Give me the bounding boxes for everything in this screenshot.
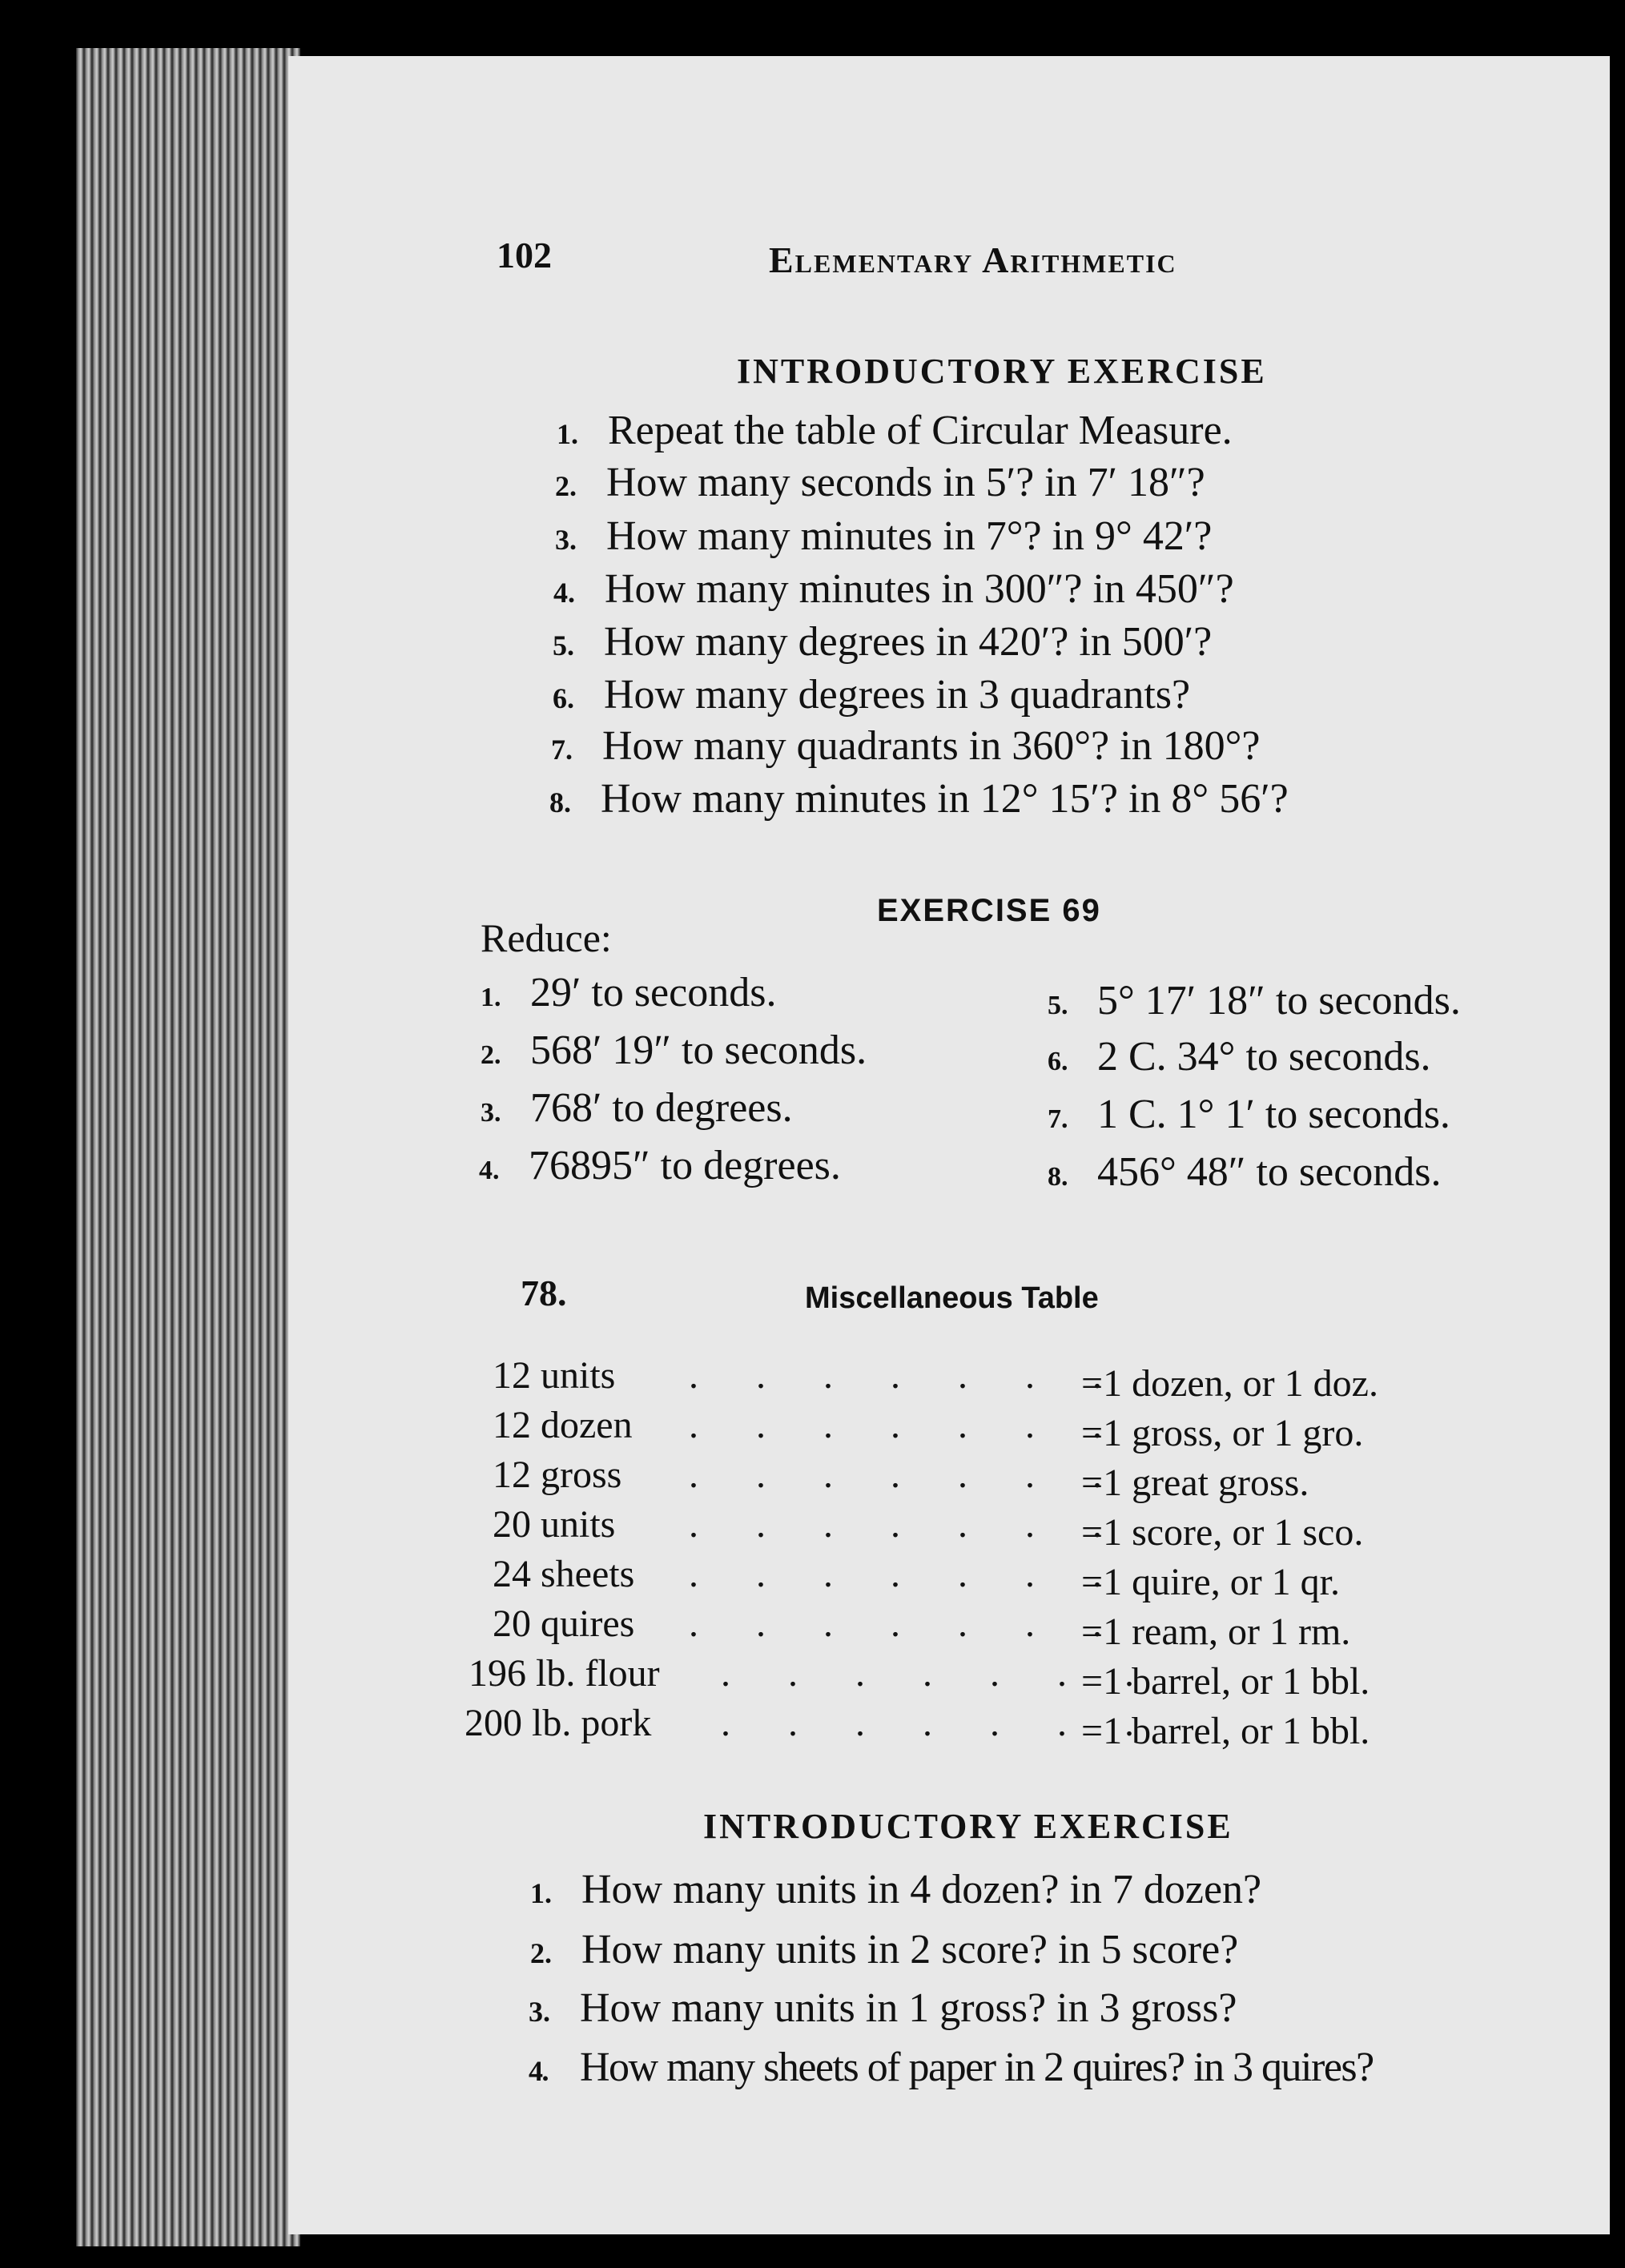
table-row-right: =1 dozen, or 1 doz. [1081,1362,1378,1405]
table-row-left: 196 lb. flour [469,1652,660,1695]
leader-dots: . . . . . . . [689,1404,1126,1446]
table-row-right: =1 great gross. [1081,1462,1309,1504]
book-page [288,56,1610,2234]
intro-exercise-heading: INTRODUCTORY EXERCISE [737,352,1267,391]
exercise-item: 7. 1 C. 1° 1′ to seconds. [1048,1092,1450,1137]
question-item: 7. How many quadrants in 360°? in 180°? [551,723,1261,769]
question-item: 1. How many units in 4 dozen? in 7 dozen? [530,1867,1262,1912]
question-item: 2. How many seconds in 5′? in 7′ 18″? [555,460,1205,505]
leader-dots: . . . . . . . [689,1602,1126,1645]
reduce-label: Reduce: [481,915,612,960]
question-item: 2. How many units in 2 score? in 5 score? [530,1927,1239,1972]
table-row-left: 200 lb. pork [465,1702,652,1744]
leader-dots: . . . . . . . [689,1503,1126,1546]
question-item: 8. How many minutes in 12° 15′? in 8° 56′? [549,776,1289,822]
exercise-item: 6. 2 C. 34° to seconds. [1048,1034,1431,1080]
intro-exercise-heading: INTRODUCTORY EXERCISE [703,1807,1233,1846]
leader-dots: . . . . . . . [689,1553,1126,1595]
question-item: 6. How many degrees in 3 quadrants? [553,672,1191,718]
page-number: 102 [497,235,552,275]
exercise-item: 8. 456° 48″ to seconds. [1048,1149,1442,1195]
question-item: 3. How many minutes in 7°? in 9° 42′? [555,513,1213,559]
exercise-item: 2. 568′ 19″ to seconds. [481,1027,867,1073]
table-row-right: =1 quire, or 1 qr. [1081,1561,1341,1603]
exercise-item: 3. 768′ to degrees. [481,1085,793,1131]
table-row-right: =1 score, or 1 sco. [1081,1511,1364,1554]
question-item: 4. How many sheets of paper in 2 quires? in 3 quires? [529,2045,1374,2090]
question-item: 5. How many degrees in 420′? in 500′? [553,619,1213,665]
running-title: Elementary Arithmetic [769,239,1177,280]
leader-dots: . . . . . . . [689,1454,1126,1496]
exercise-item: 1. 29′ to seconds. [481,970,777,1015]
table-row-right: =1 gross, or 1 gro. [1081,1412,1364,1454]
question-item: 1. Repeat the table of Circular Measure. [557,408,1233,453]
exercise-69-heading: EXERCISE 69 [877,893,1101,928]
leader-dots: . . . . . . . [721,1652,1158,1695]
question-item: 4. How many minutes in 300″? in 450″? [553,566,1234,612]
table-row-left: 12 dozen [493,1404,633,1446]
book-page-edges [76,48,300,2246]
exercise-item: 4. 76895″ to degrees. [479,1143,841,1188]
table-row-left: 20 units [493,1503,616,1546]
table-row-left: 12 units [493,1354,616,1397]
table-row-left: 20 quires [493,1602,635,1645]
leader-dots: . . . . . . . [689,1354,1126,1397]
table-row-right: =1 barrel, or 1 bbl. [1081,1660,1370,1703]
leader-dots: . . . . . . . [721,1702,1158,1744]
question-item: 3. How many units in 1 gross? in 3 gross? [529,1985,1237,2031]
exercise-item: 5. 5° 17′ 18″ to seconds. [1048,978,1461,1023]
table-row-left: 24 sheets [493,1553,635,1595]
table-row-right: =1 barrel, or 1 bbl. [1081,1710,1370,1752]
table-heading: Miscellaneous Table [805,1281,1099,1315]
table-row-right: =1 ream, or 1 rm. [1081,1611,1351,1653]
section-number: 78. [521,1273,567,1313]
table-row-left: 12 gross [493,1454,622,1496]
